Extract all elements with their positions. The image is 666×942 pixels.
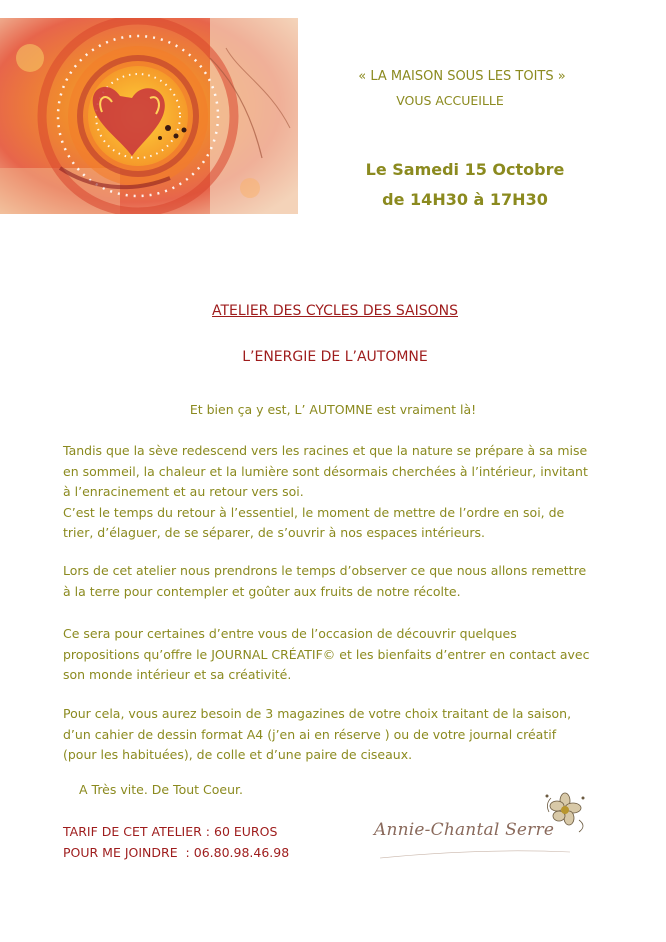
venue-welcome: VOUS ACCUEILLE <box>396 93 504 108</box>
paragraph-4: Pour cela, vous aurez besoin de 3 magazines de votre choix traitant de la saison, d’un cahier de dessin format A4 (j’en ai en réserve ) ou de votre journal créatif (pour les habituées), de colle et d’une paire de ciseaux. <box>63 706 572 762</box>
signature: Annie-Chantal Serre <box>374 820 555 840</box>
workshop-title: ATELIER DES CYCLES DES SAISONS <box>212 303 458 319</box>
venue-title: « LA MAISON SOUS LES TOITS » <box>358 69 566 84</box>
intro-line: Et bien ça y est, L’ AUTOMNE est vraiment là! <box>189 402 477 417</box>
paragraph-1: Tandis que la sève redescend vers les racines et que la nature se prépare à sa mise en sommeil, la chaleur et la lumière sont désormais cherchées à l’intérieur, invitant à l’enracinement et au retour vers soi. C’est le temps du retour à l’essentiel, le moment de mettre de l’ordre en soi, de trier, d’élaguer, de se séparer, de s’ouvrir à nos espaces intérieurs. <box>63 443 588 540</box>
artwork-painting <box>0 18 298 214</box>
event-time: de 14H30 à 17H30 <box>382 190 548 209</box>
price-line: TARIF DE CET ATELIER : 60 EUROS <box>63 824 278 839</box>
closing-line: A Très vite. De Tout Coeur. <box>79 782 243 797</box>
paragraph-2: Lors de cet atelier nous prendrons le temps d’observer ce que nous allons remettre à la terre pour contempler et goûter aux fruits de notre récolte. <box>63 563 587 599</box>
workshop-subtitle: L’ENERGIE DE L’AUTOMNE <box>242 349 428 365</box>
contact-line: POUR ME JOINDRE : 06.80.98.46.98 <box>63 845 290 860</box>
event-date: Le Samedi 15 Octobre <box>365 160 565 179</box>
paragraph-3: Ce sera pour certaines d’entre vous de l’occasion de découvrir quelques propositions qu’offre le JOURNAL CRÉATIF© et les bienfaits d’entrer en contact avec son monde intérieur et sa créativité. <box>63 626 590 682</box>
